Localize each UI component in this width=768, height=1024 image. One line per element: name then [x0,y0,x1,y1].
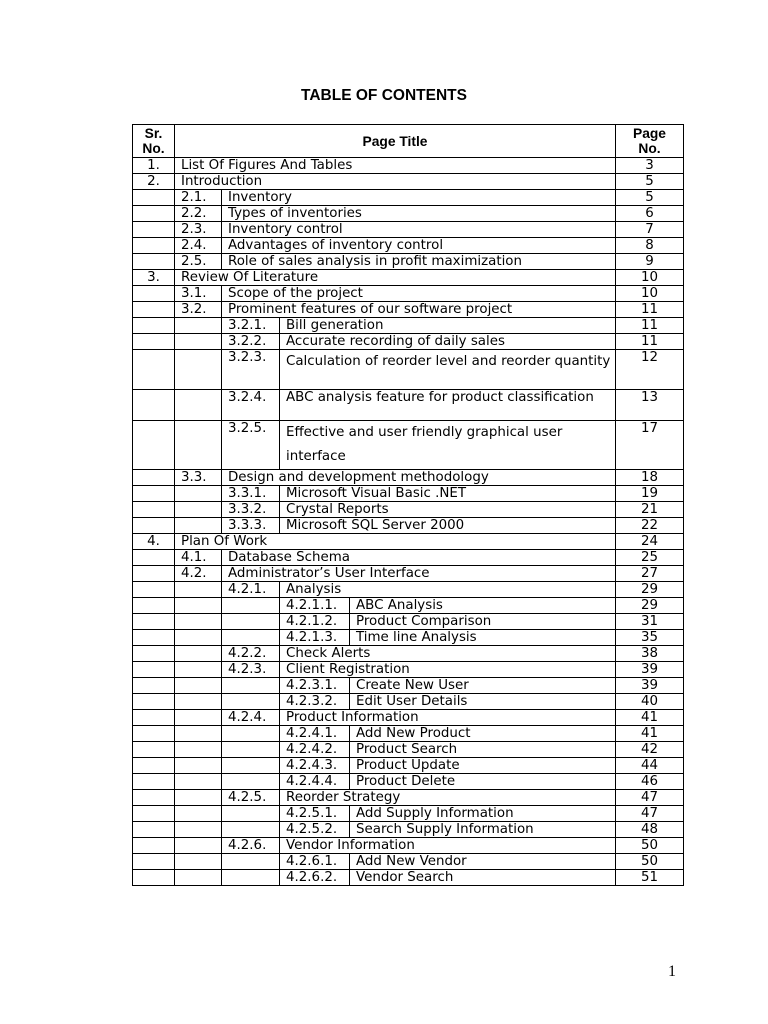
sr-no-cell [133,598,175,614]
section-number: 4.2.4. [222,710,280,726]
entry-title: Types of inventories [222,206,616,222]
toc-row [133,350,684,390]
section-number: 3.3.1. [222,486,280,502]
section-number: 4.2.3.1. [280,678,350,694]
toc-row [133,174,684,190]
toc-row [133,662,684,678]
entry-title: Product Comparison [350,614,616,630]
sr-no-cell [133,694,175,710]
entry-title: ABC analysis feature for product classification [280,390,616,421]
page-no-cell: 12 [616,350,684,390]
sr-no-cell [133,774,175,790]
section-number: 3.2.4. [222,390,280,421]
toc-row [133,614,684,630]
sr-no-cell [133,742,175,758]
entry-title: Vendor Search [350,870,616,886]
indent-cell [175,870,222,886]
entry-title: Scope of the project [222,286,616,302]
entry-title: Review Of Literature [175,270,616,286]
page-no-cell: 27 [616,566,684,582]
page-no-cell: 6 [616,206,684,222]
page-title: TABLE OF CONTENTS [301,87,467,104]
section-number: 3.3.3. [222,518,280,534]
toc-row [133,254,684,270]
page-no-cell: 42 [616,742,684,758]
page-no-cell: 3 [616,158,684,174]
sr-no-cell [133,630,175,646]
sr-no-cell [133,550,175,566]
toc-row [133,518,684,534]
page-no-cell: 11 [616,334,684,350]
section-number: 3.2.2. [222,334,280,350]
header-sr-no: Sr. No. [133,125,175,158]
page-no-cell: 50 [616,854,684,870]
sr-no-cell [133,470,175,486]
page-no-cell: 24 [616,534,684,550]
entry-title: Analysis [280,582,616,598]
page-no-cell: 9 [616,254,684,270]
sr-no-cell [133,421,175,470]
toc-row [133,190,684,206]
indent-cell [175,630,222,646]
indent-cell [175,694,222,710]
toc-row [133,206,684,222]
section-number: 4.2.6.2. [280,870,350,886]
sr-no-cell [133,758,175,774]
page-no-cell: 40 [616,694,684,710]
entry-title: Client Registration [280,662,616,678]
page-no-cell: 7 [616,222,684,238]
toc-row [133,334,684,350]
page-no-cell: 18 [616,470,684,486]
sr-no-cell [133,350,175,390]
indent-cell [175,774,222,790]
toc-row [133,854,684,870]
entry-title: Introduction [175,174,616,190]
toc-header-row [133,125,684,158]
page-no-cell: 11 [616,318,684,334]
entry-title: Product Delete [350,774,616,790]
sr-no-cell [133,582,175,598]
toc-row [133,630,684,646]
section-number: 4.2.5.2. [280,822,350,838]
entry-title: Inventory control [222,222,616,238]
entry-title: ABC Analysis [350,598,616,614]
entry-title: Crystal Reports [280,502,616,518]
toc-row [133,774,684,790]
indent-cell [222,630,280,646]
sr-no-cell: 3. [133,270,175,286]
section-number: 2.5. [175,254,222,270]
indent-cell [222,742,280,758]
sr-no-cell [133,854,175,870]
section-number: 4.2.1. [222,582,280,598]
section-number: 3.2.1. [222,318,280,334]
entry-title: Bill generation [280,318,616,334]
toc-row [133,470,684,486]
sr-no-cell [133,806,175,822]
sr-no-cell [133,870,175,886]
entry-title: Design and development methodology [222,470,616,486]
indent-cell [222,822,280,838]
section-number: 4.2.4.2. [280,742,350,758]
indent-cell [222,870,280,886]
sr-no-cell [133,238,175,254]
page-no-cell: 10 [616,286,684,302]
toc-table [132,124,684,886]
entry-title: Prominent features of our software project [222,302,616,318]
sr-no-cell [133,822,175,838]
page-no-cell: 44 [616,758,684,774]
section-number: 4.2.6. [222,838,280,854]
toc-row [133,806,684,822]
section-number: 4.2.1.1. [280,598,350,614]
sr-no-cell [133,662,175,678]
page-no-cell: 5 [616,190,684,206]
toc-row [133,534,684,550]
page-no-cell: 25 [616,550,684,566]
section-number: 3.1. [175,286,222,302]
entry-title: Time line Analysis [350,630,616,646]
page-no-cell: 47 [616,806,684,822]
page-no-cell: 35 [616,630,684,646]
indent-cell [175,598,222,614]
entry-title: Product Update [350,758,616,774]
section-number: 4.2.2. [222,646,280,662]
indent-cell [222,726,280,742]
page-no-cell: 31 [616,614,684,630]
indent-cell [222,774,280,790]
section-number: 4.2.6.1. [280,854,350,870]
sr-no-cell [133,710,175,726]
sr-no-cell [133,518,175,534]
sr-no-cell [133,334,175,350]
toc-row [133,694,684,710]
indent-cell [175,662,222,678]
page-number: 1 [668,963,676,980]
section-number: 4.1. [175,550,222,566]
page-no-cell: 19 [616,486,684,502]
toc-row [133,822,684,838]
entry-title: Add Supply Information [350,806,616,822]
toc-row [133,302,684,318]
toc-row [133,270,684,286]
toc-row [133,870,684,886]
indent-cell [175,806,222,822]
sr-no-cell [133,678,175,694]
toc-row [133,742,684,758]
sr-no-cell [133,390,175,421]
entry-title: Administrator’s User Interface [222,566,616,582]
indent-cell [175,390,222,421]
indent-cell [175,678,222,694]
indent-cell [175,822,222,838]
page-no-cell: 29 [616,582,684,598]
toc-row [133,582,684,598]
sr-no-cell [133,838,175,854]
indent-cell [175,710,222,726]
entry-title: Add New Vendor [350,854,616,870]
indent-cell [175,790,222,806]
sr-no-cell [133,190,175,206]
sr-no-cell [133,614,175,630]
sr-no-cell [133,790,175,806]
page-no-cell: 50 [616,838,684,854]
sr-no-cell: 1. [133,158,175,174]
toc-row [133,502,684,518]
section-number: 2.3. [175,222,222,238]
section-number: 3.3. [175,470,222,486]
indent-cell [175,582,222,598]
header-page-title: Page Title [175,125,616,158]
toc-row [133,726,684,742]
page-no-cell: 17 [616,421,684,470]
sr-no-cell [133,502,175,518]
toc-row [133,550,684,566]
section-number: 3.2.5. [222,421,280,470]
entry-title: Role of sales analysis in profit maximization [222,254,616,270]
indent-cell [175,518,222,534]
toc-row [133,318,684,334]
toc-row [133,566,684,582]
sr-no-cell [133,222,175,238]
toc-row [133,710,684,726]
entry-title: Reorder Strategy [280,790,616,806]
sr-no-cell: 2. [133,174,175,190]
entry-title: Calculation of reorder level and reorder quantity [280,350,616,390]
section-number: 3.2.3. [222,350,280,390]
indent-cell [175,318,222,334]
page-no-cell: 5 [616,174,684,190]
entry-title: Inventory [222,190,616,206]
toc-row [133,678,684,694]
indent-cell [175,614,222,630]
sr-no-cell [133,646,175,662]
indent-cell [175,838,222,854]
sr-no-cell [133,726,175,742]
section-number: 4.2. [175,566,222,582]
toc-row [133,838,684,854]
sr-no-cell [133,206,175,222]
entry-title: Microsoft Visual Basic .NET [280,486,616,502]
toc-row [133,421,684,470]
toc-row [133,286,684,302]
sr-no-cell [133,286,175,302]
indent-cell [175,726,222,742]
indent-cell [222,806,280,822]
page-no-cell: 47 [616,790,684,806]
indent-cell [175,334,222,350]
section-number: 4.2.1.2. [280,614,350,630]
indent-cell [175,742,222,758]
section-number: 2.4. [175,238,222,254]
indent-cell [175,646,222,662]
sr-no-cell [133,302,175,318]
entry-title: Accurate recording of daily sales [280,334,616,350]
entry-title: Search Supply Information [350,822,616,838]
section-number: 2.1. [175,190,222,206]
indent-cell [175,502,222,518]
toc-row [133,158,684,174]
page-no-cell: 39 [616,662,684,678]
page-no-cell: 46 [616,774,684,790]
section-number: 4.2.4.3. [280,758,350,774]
entry-title: Vendor Information [280,838,616,854]
page-no-cell: 41 [616,710,684,726]
section-number: 3.2. [175,302,222,318]
page-no-cell: 10 [616,270,684,286]
indent-cell [222,854,280,870]
page-no-cell: 41 [616,726,684,742]
indent-cell [222,598,280,614]
indent-cell [175,421,222,470]
section-number: 4.2.5.1. [280,806,350,822]
sr-no-cell [133,254,175,270]
page-no-cell: 22 [616,518,684,534]
entry-title: List Of Figures And Tables [175,158,616,174]
toc-row [133,390,684,421]
page-no-cell: 39 [616,678,684,694]
indent-cell [175,350,222,390]
toc-row [133,486,684,502]
section-number: 4.2.3.2. [280,694,350,710]
indent-cell [175,854,222,870]
indent-cell [222,614,280,630]
page-no-cell: 29 [616,598,684,614]
section-number: 4.2.5. [222,790,280,806]
page-no-cell: 48 [616,822,684,838]
entry-title: Check Alerts [280,646,616,662]
sr-no-cell: 4. [133,534,175,550]
page-no-cell: 38 [616,646,684,662]
indent-cell [222,678,280,694]
section-number: 4.2.4.1. [280,726,350,742]
entry-title: Advantages of inventory control [222,238,616,254]
entry-title: Plan Of Work [175,534,616,550]
entry-title: Add New Product [350,726,616,742]
entry-title: Product Information [280,710,616,726]
toc-row [133,646,684,662]
toc-row [133,238,684,254]
sr-no-cell [133,486,175,502]
toc-row [133,758,684,774]
section-number: 4.2.3. [222,662,280,678]
toc-row [133,598,684,614]
page-no-cell: 21 [616,502,684,518]
section-number: 3.3.2. [222,502,280,518]
section-number: 4.2.1.3. [280,630,350,646]
page-no-cell: 51 [616,870,684,886]
section-number: 4.2.4.4. [280,774,350,790]
entry-title: Create New User [350,678,616,694]
sr-no-cell [133,566,175,582]
header-page-no: Page No. [616,125,684,158]
entry-title: Database Schema [222,550,616,566]
indent-cell [175,758,222,774]
toc-row [133,790,684,806]
entry-title: Edit User Details [350,694,616,710]
entry-title: Microsoft SQL Server 2000 [280,518,616,534]
toc-row [133,222,684,238]
page-no-cell: 13 [616,390,684,421]
section-number: 2.2. [175,206,222,222]
indent-cell [175,486,222,502]
sr-no-cell [133,318,175,334]
indent-cell [222,694,280,710]
page-no-cell: 8 [616,238,684,254]
entry-title: Effective and user friendly graphical user interface [280,421,616,470]
page-no-cell: 11 [616,302,684,318]
indent-cell [222,758,280,774]
toc-body [133,158,684,886]
entry-title: Product Search [350,742,616,758]
